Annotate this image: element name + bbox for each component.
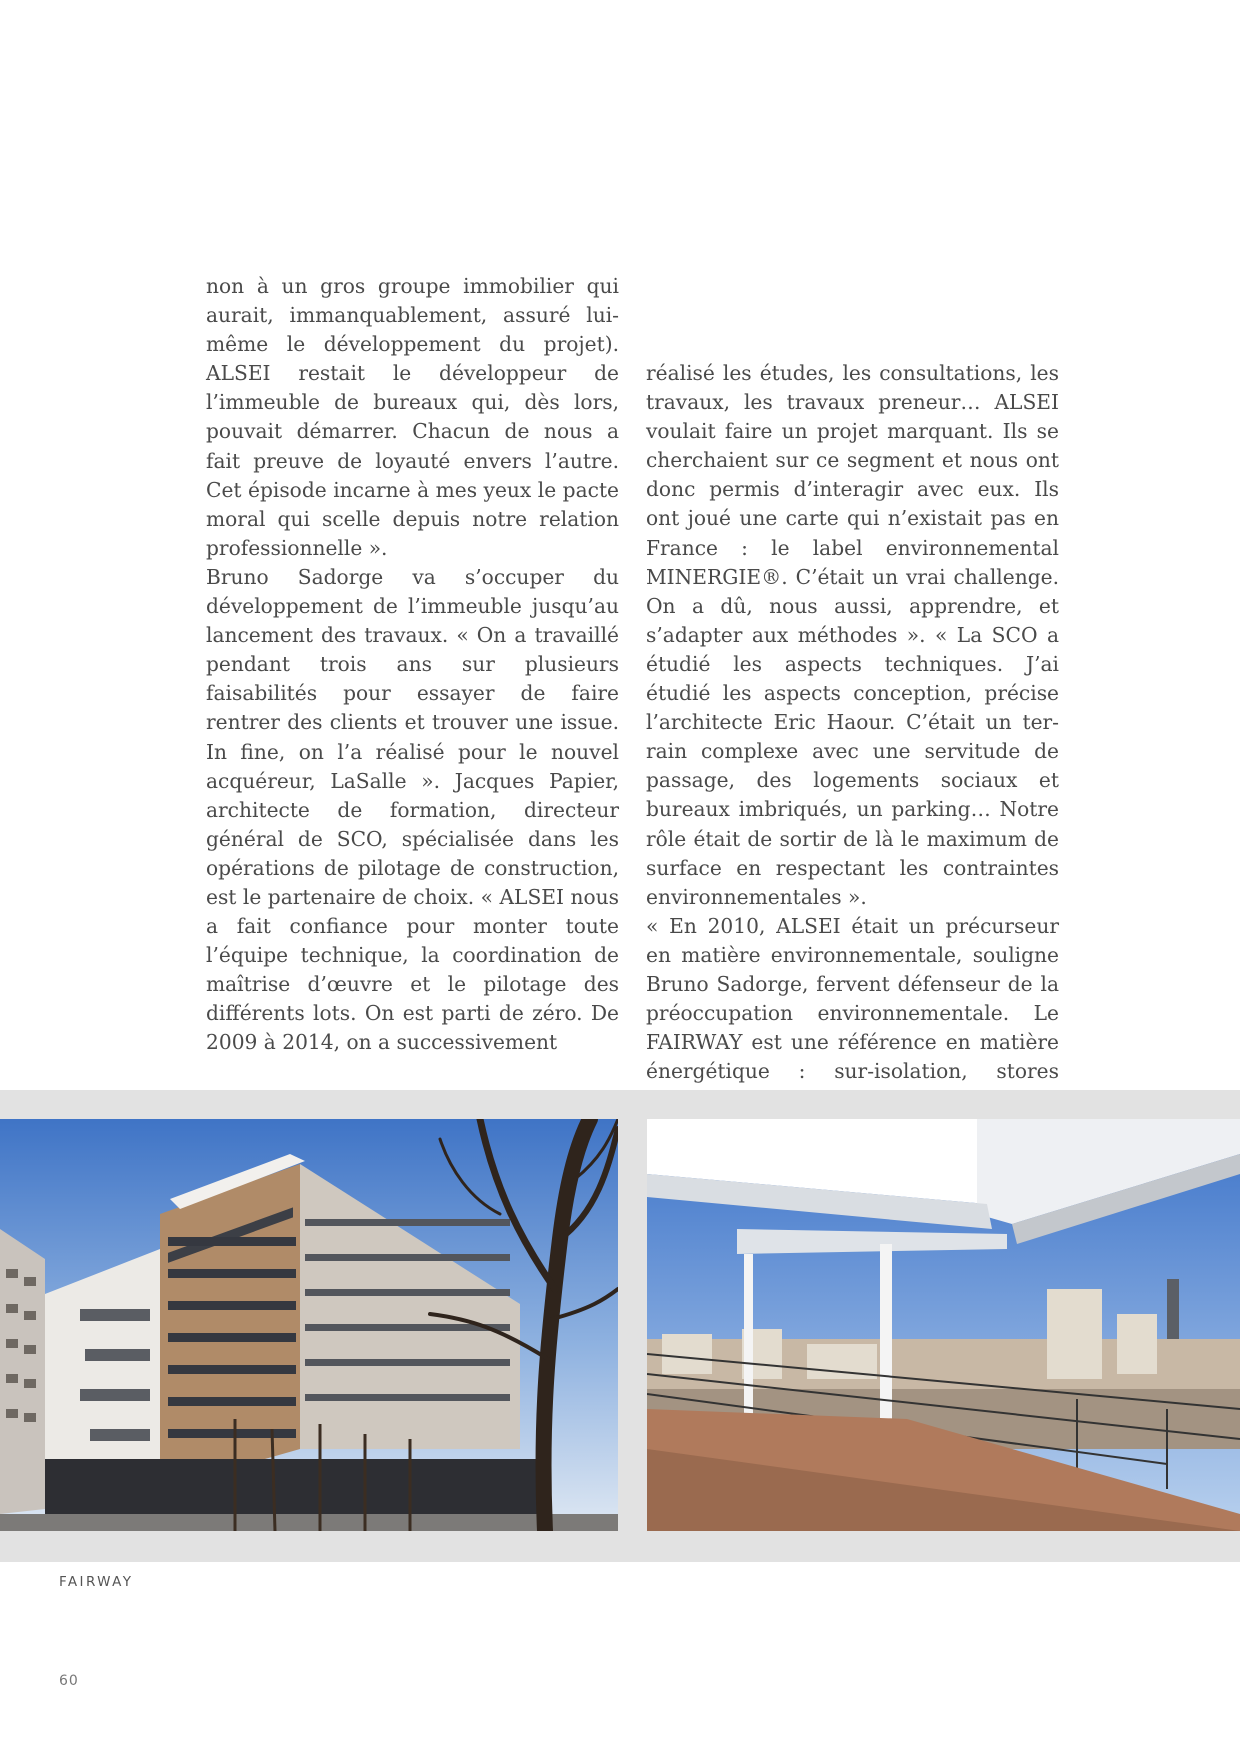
article-column-left bbox=[206, 272, 619, 1058]
page-number: 60 bbox=[59, 1673, 79, 1689]
paragraph: « En 2010, ALSEI était un précurseur en matière environnementale, souligne Bruno Sadorge, fervent défenseur de la préoccupation environnementale. Le FAIRWAY est une référence en matière énergétique : sur-isolation, stores bbox=[646, 913, 1059, 1084]
photo-band bbox=[0, 1090, 1240, 1562]
section-label: FAIRWAY bbox=[59, 1574, 134, 1590]
terrace-photo bbox=[647, 1119, 1240, 1531]
paragraph: non à un gros groupe immobilier qui aurait, immanquablement, assuré lui-même le développement du projet). ALSEI restait le développeur de l’immeuble de bureaux qui, dès lors, pouvait démarrer. Chacun de nous a fait preuve de loyauté envers l’autre. Cet épisode incarne à mes yeux le pacte moral qui scelle depuis notre relation professionnelle ». bbox=[206, 274, 619, 560]
article-column-right bbox=[646, 359, 1059, 1174]
building-photo bbox=[0, 1119, 618, 1531]
paragraph: réalisé les études, les consultations, les travaux, les travaux preneur… ALSEI voulait faire un projet marquant. Ils se cherchaient sur ce segment et nous ont donc permis d’interagir avec eux. Ils ont joué une carte qui n’existait pas en France : le label environnemental MINERGIE®. C’était un vrai challenge. On a dû, nous aussi, apprendre, et s’adapter aux méthodes ». « La SCO a étudié les aspects techniques. J’ai étudié les aspects conception, précise l’architecte Eric Haour. C’était un terrain complexe avec une servitude de passage, des logements sociaux et bureaux imbriqués, un parking… Notre rôle était de sortir de là le maximum de surface en respectant les contraintes environnementales ». bbox=[646, 361, 1059, 909]
paragraph: Bruno Sadorge va s’occuper du développement de l’immeuble jusqu’au lancement des travaux. « On a travaillé pendant trois ans sur plusieurs faisabilités pour essayer de faire rentrer des clients et trouver une issue. In fine, on l’a réalisé pour le nouvel acquéreur, LaSalle ». Jacques Papier, architecte de formation, directeur général de SCO, spécialisée dans les opérations de pilotage de construction, est le partenaire de choix. « ALSEI nous a fait confiance pour monter toute l’équipe technique, la coordination de maîtrise d’œuvre et le pilotage des différents lots. On est parti de zéro. De 2009 à 2014, on a successivement bbox=[206, 564, 619, 1055]
